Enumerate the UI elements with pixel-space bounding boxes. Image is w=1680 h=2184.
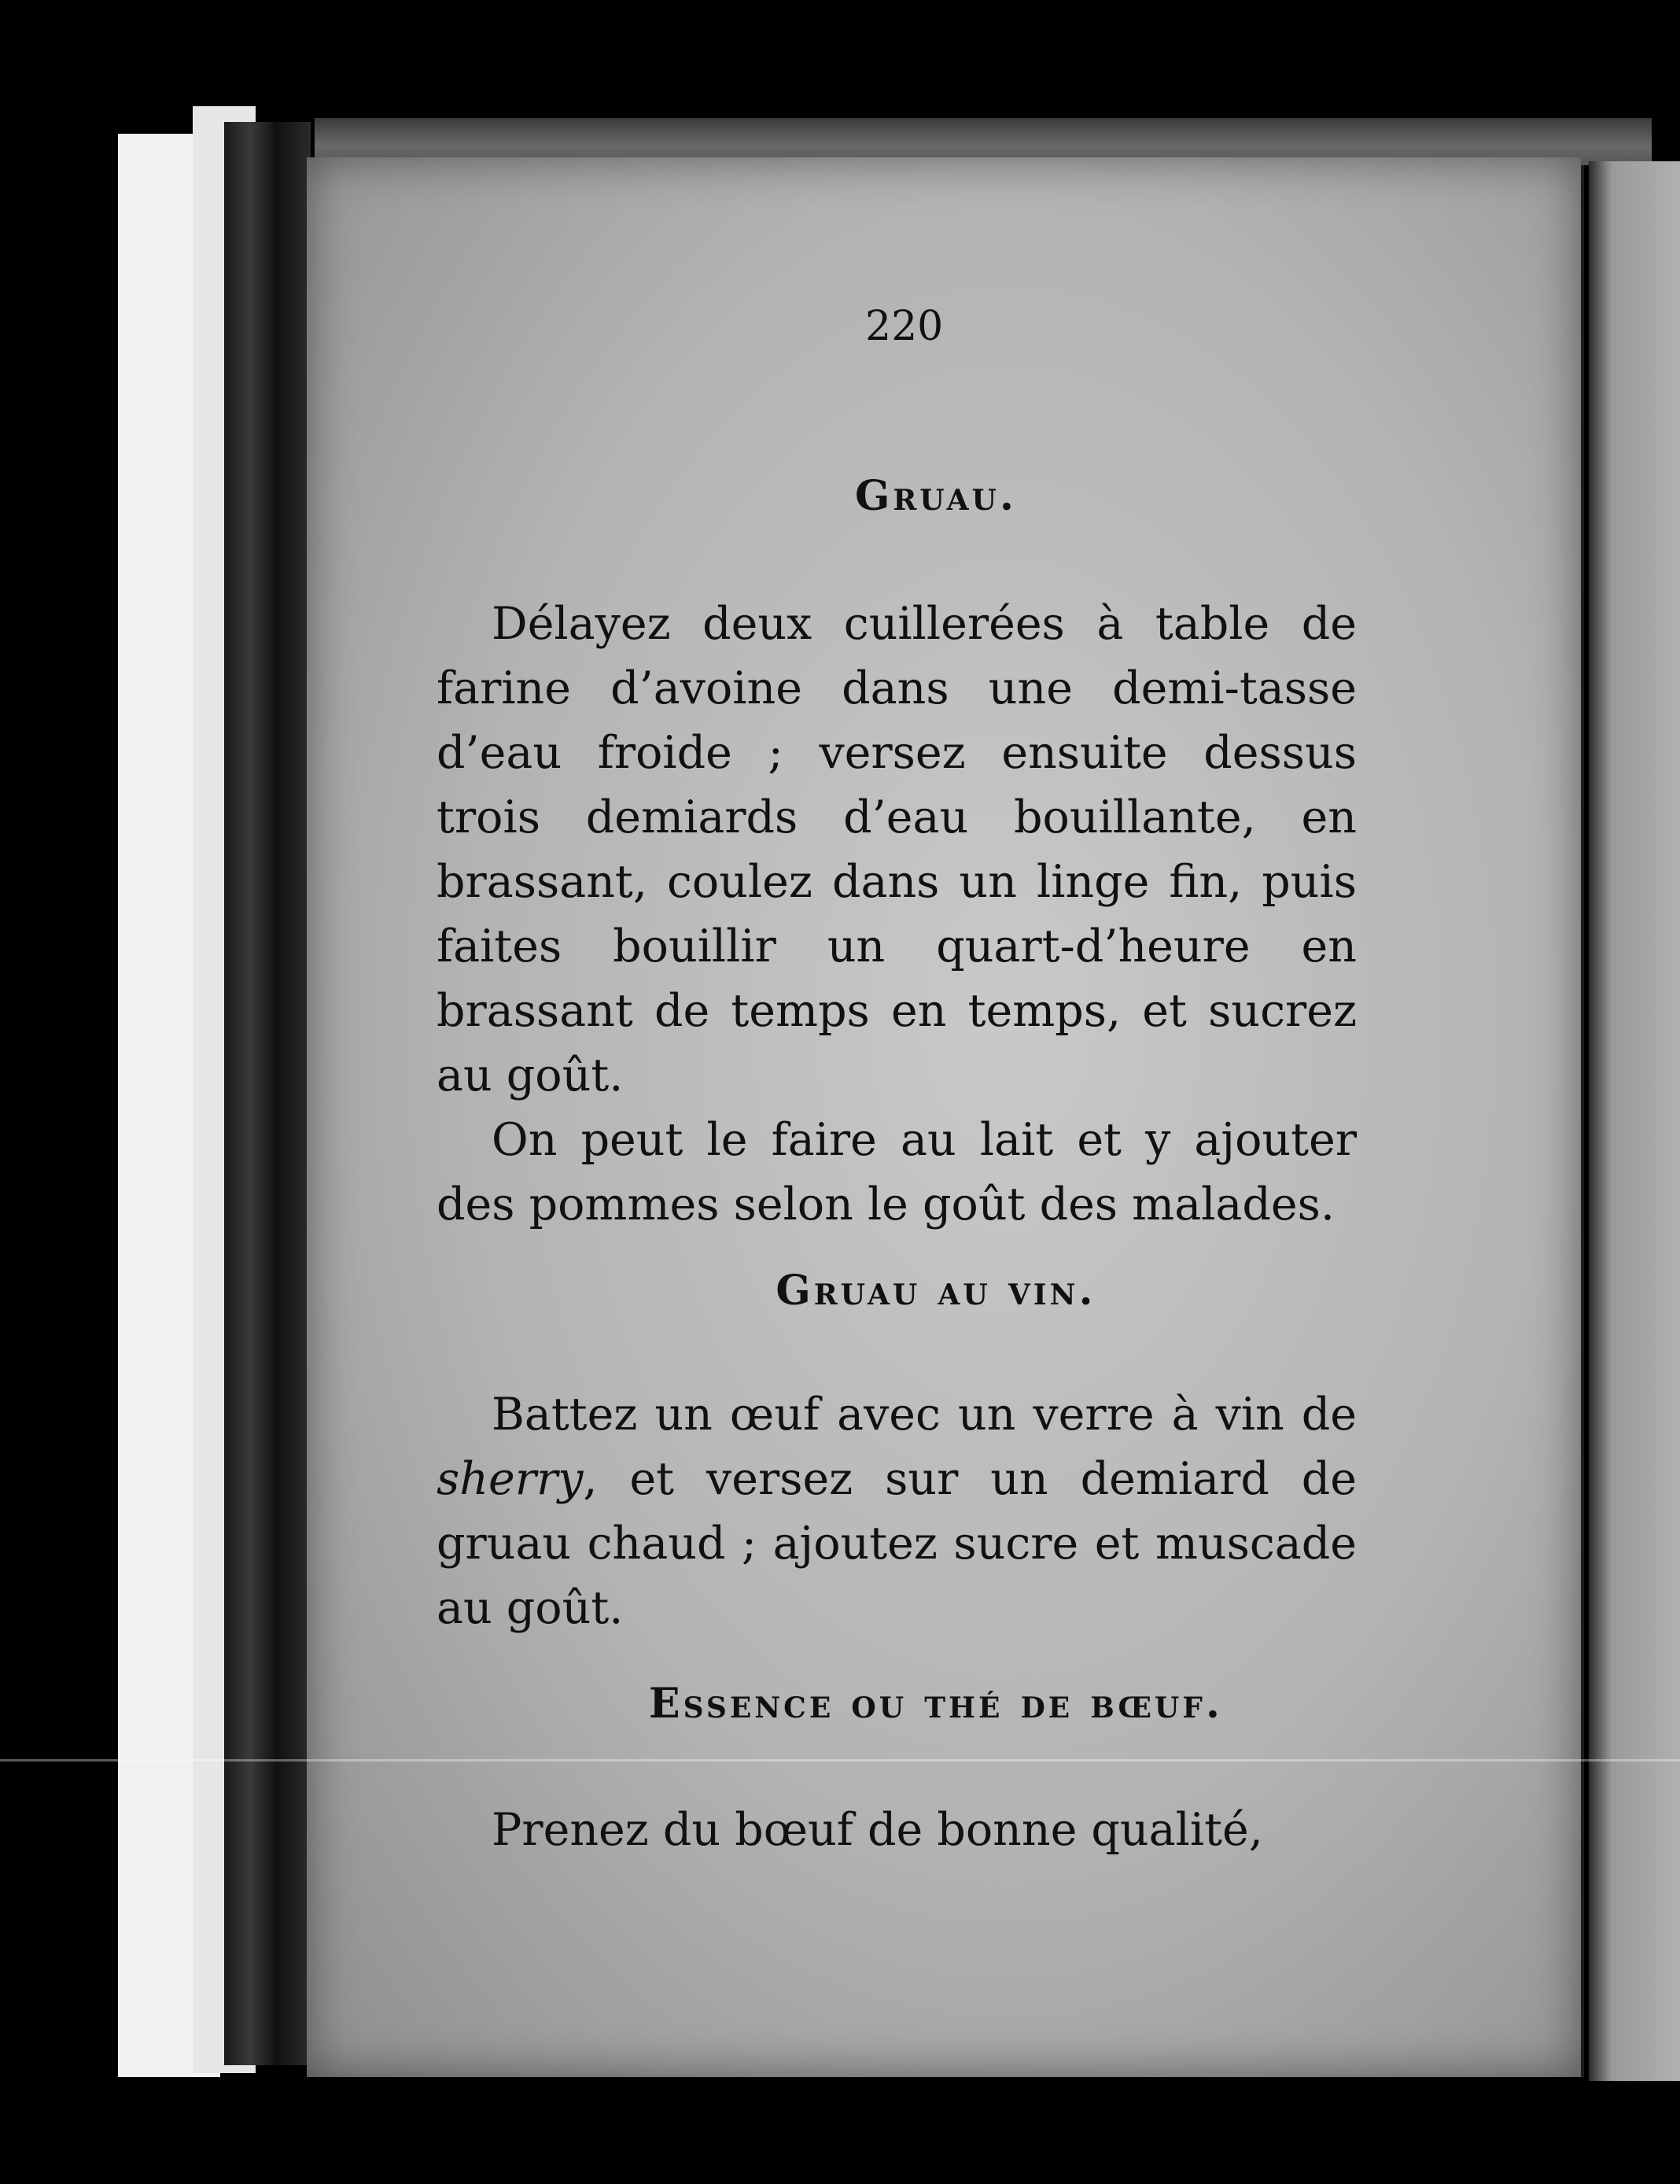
italic-word: sherry [437, 1453, 584, 1505]
paragraph: Délayez deux cuillerées à table de farine d’avoine dans une demi-tasse d’eau froide ; versez ensuite dessus trois demiards d’eau bouillante, en brassant, coulez dans un linge fin, puis faites bouillir un quart-d’heure en brassant de temps en temps, et sucrez au goût. [437, 598, 1357, 1101]
section-title-gruau: Gruau. [854, 472, 1018, 520]
page-edges [224, 122, 311, 2065]
paragraph [437, 1382, 1357, 1640]
section-body-gruau [437, 592, 1357, 1237]
text-run: , et versez sur un demiard de gruau chaud ; ajoutez sucre et muscade au goût. [437, 1453, 1357, 1634]
section-title-gruau-au-vin: Gruau au vin. [776, 1267, 1096, 1315]
page-number: 220 [865, 303, 944, 350]
paragraph: On peut le faire au lait et y ajouter des pommes selon le goût des malades. [437, 1114, 1357, 1230]
section-body-gruau-au-vin [437, 1382, 1357, 1640]
facing-page [1589, 161, 1680, 2081]
scan-artifact-line [0, 1759, 1680, 1762]
paragraph: Prenez du bœuf de bonne qualité, [492, 1804, 1263, 1856]
text-run: Battez un œuf avec un verre à vin de [492, 1389, 1357, 1441]
section-title-essence: Essence ou thé de bœuf. [649, 1680, 1223, 1728]
section-body-essence [437, 1798, 1357, 1862]
